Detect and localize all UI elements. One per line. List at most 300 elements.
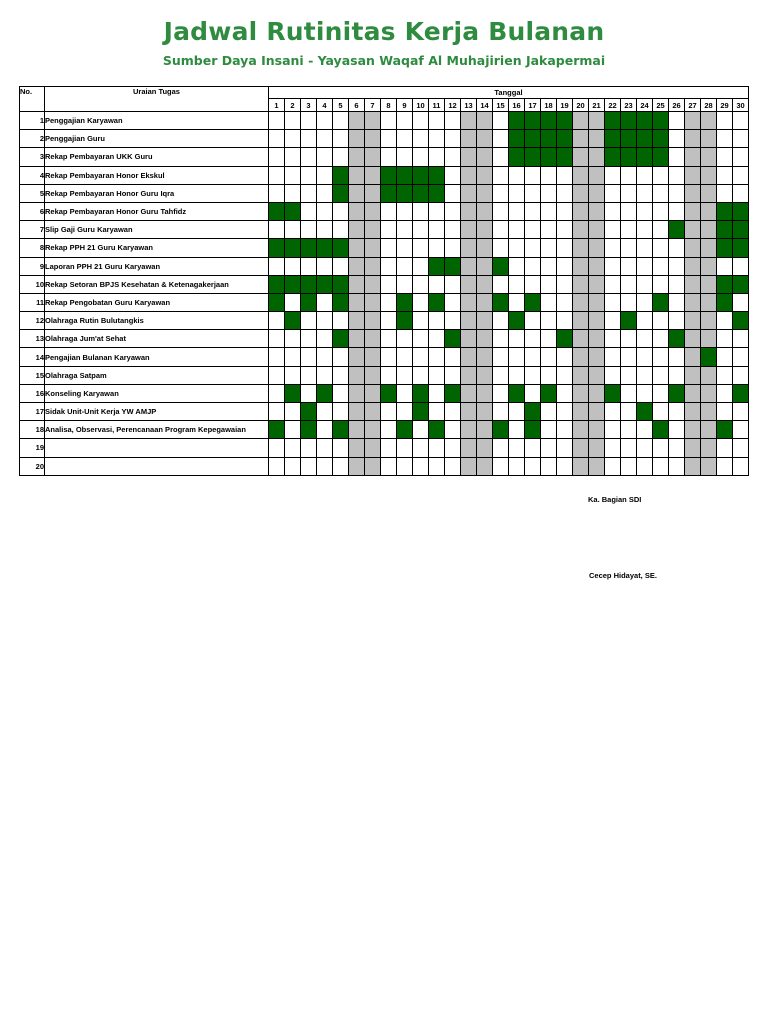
weekend-cell: [477, 130, 493, 148]
day-header-cell: 21: [589, 99, 605, 112]
schedule-cell: [413, 330, 429, 348]
schedule-cell: [333, 312, 349, 330]
weekend-cell: [589, 457, 605, 475]
schedule-cell: [333, 148, 349, 166]
weekend-cell: [349, 366, 365, 384]
schedule-cell: [429, 457, 445, 475]
no-column-header: No.: [20, 87, 45, 112]
weekend-cell: [589, 130, 605, 148]
weekend-cell: [365, 293, 381, 311]
schedule-cell: [285, 148, 301, 166]
scheduled-cell: [557, 148, 573, 166]
schedule-cell: [717, 439, 733, 457]
scheduled-cell: [621, 148, 637, 166]
scheduled-cell: [301, 239, 317, 257]
schedule-cell: [493, 202, 509, 220]
weekend-cell: [477, 421, 493, 439]
schedule-cell: [285, 330, 301, 348]
schedule-cell: [429, 330, 445, 348]
task-description: Olahraga Jum'at Sehat: [45, 330, 269, 348]
scheduled-cell: [381, 184, 397, 202]
schedule-cell: [653, 312, 669, 330]
scheduled-cell: [317, 239, 333, 257]
schedule-cell: [317, 166, 333, 184]
weekend-cell: [685, 275, 701, 293]
scheduled-cell: [445, 384, 461, 402]
scheduled-cell: [621, 130, 637, 148]
schedule-cell: [525, 184, 541, 202]
row-number: 18: [20, 421, 45, 439]
weekend-cell: [701, 439, 717, 457]
schedule-cell: [429, 202, 445, 220]
schedule-cell: [621, 421, 637, 439]
weekend-cell: [365, 312, 381, 330]
weekend-cell: [349, 275, 365, 293]
schedule-cell: [669, 130, 685, 148]
schedule-cell: [445, 221, 461, 239]
schedule-cell: [397, 130, 413, 148]
task-description: Pengajian Bulanan Karyawan: [45, 348, 269, 366]
weekend-cell: [589, 239, 605, 257]
table-row: [20, 384, 749, 402]
schedule-cell: [637, 366, 653, 384]
scheduled-cell: [637, 403, 653, 421]
schedule-cell: [333, 130, 349, 148]
row-number: 15: [20, 366, 45, 384]
schedule-cell: [605, 239, 621, 257]
schedule-cell: [509, 257, 525, 275]
schedule-cell: [733, 293, 749, 311]
weekend-cell: [701, 239, 717, 257]
schedule-cell: [285, 112, 301, 130]
scheduled-cell: [381, 166, 397, 184]
weekend-cell: [573, 275, 589, 293]
task-description: Rekap Pembayaran UKK Guru: [45, 148, 269, 166]
schedule-cell: [733, 439, 749, 457]
schedule-cell: [269, 166, 285, 184]
weekend-cell: [589, 148, 605, 166]
weekend-cell: [365, 384, 381, 402]
weekend-cell: [685, 112, 701, 130]
schedule-cell: [557, 257, 573, 275]
weekend-cell: [349, 239, 365, 257]
schedule-cell: [525, 275, 541, 293]
day-header-cell: 25: [653, 99, 669, 112]
scheduled-cell: [717, 293, 733, 311]
weekend-cell: [685, 457, 701, 475]
row-number: 19: [20, 439, 45, 457]
scheduled-cell: [333, 330, 349, 348]
weekend-cell: [573, 221, 589, 239]
scheduled-cell: [621, 112, 637, 130]
schedule-cell: [317, 257, 333, 275]
schedule-cell: [285, 421, 301, 439]
table-row: [20, 366, 749, 384]
schedule-cell: [381, 239, 397, 257]
table-row: [20, 166, 749, 184]
schedule-cell: [269, 330, 285, 348]
table-row: [20, 112, 749, 130]
weekend-cell: [573, 384, 589, 402]
schedule-cell: [541, 257, 557, 275]
schedule-cell: [333, 257, 349, 275]
weekend-cell: [685, 202, 701, 220]
schedule-cell: [445, 202, 461, 220]
schedule-cell: [445, 166, 461, 184]
schedule-cell: [733, 457, 749, 475]
schedule-cell: [445, 112, 461, 130]
weekend-cell: [685, 439, 701, 457]
task-description: Analisa, Observasi, Perencanaan Program Kepegawaian: [45, 421, 269, 439]
schedule-cell: [413, 421, 429, 439]
schedule-cell: [669, 257, 685, 275]
schedule-cell: [509, 239, 525, 257]
schedule-cell: [621, 348, 637, 366]
day-header-cell: 13: [461, 99, 477, 112]
weekend-cell: [365, 166, 381, 184]
weekend-cell: [573, 239, 589, 257]
schedule-cell: [317, 130, 333, 148]
schedule-cell: [285, 293, 301, 311]
schedule-cell: [429, 312, 445, 330]
row-number: 20: [20, 457, 45, 475]
schedule-cell: [381, 421, 397, 439]
scheduled-cell: [733, 312, 749, 330]
scheduled-cell: [285, 239, 301, 257]
schedule-cell: [317, 421, 333, 439]
schedule-cell: [301, 221, 317, 239]
schedule-cell: [269, 257, 285, 275]
schedule-cell: [557, 202, 573, 220]
weekend-cell: [685, 239, 701, 257]
table-row: [20, 148, 749, 166]
schedule-cell: [669, 275, 685, 293]
schedule-cell: [637, 348, 653, 366]
schedule-cell: [397, 457, 413, 475]
header-row-top: [20, 87, 749, 99]
weekend-cell: [477, 112, 493, 130]
weekend-cell: [477, 275, 493, 293]
scheduled-cell: [413, 166, 429, 184]
schedule-cell: [413, 239, 429, 257]
schedule-cell: [653, 221, 669, 239]
schedule-cell: [493, 312, 509, 330]
schedule-cell: [493, 403, 509, 421]
weekend-cell: [477, 312, 493, 330]
weekend-cell: [461, 439, 477, 457]
schedule-cell: [429, 384, 445, 402]
schedule-cell: [493, 275, 509, 293]
weekend-cell: [477, 457, 493, 475]
schedule-cell: [605, 330, 621, 348]
schedule-cell: [557, 239, 573, 257]
schedule-cell: [557, 439, 573, 457]
schedule-cell: [717, 366, 733, 384]
schedule-cell: [269, 403, 285, 421]
weekend-cell: [685, 148, 701, 166]
weekend-cell: [701, 384, 717, 402]
schedule-cell: [285, 221, 301, 239]
schedule-cell: [397, 112, 413, 130]
schedule-cell: [285, 257, 301, 275]
weekend-cell: [685, 221, 701, 239]
schedule-cell: [445, 421, 461, 439]
schedule-cell: [733, 148, 749, 166]
schedule-cell: [301, 330, 317, 348]
schedule-cell: [397, 221, 413, 239]
schedule-cell: [605, 221, 621, 239]
schedule-cell: [525, 366, 541, 384]
table-row: [20, 239, 749, 257]
weekend-cell: [365, 202, 381, 220]
weekend-cell: [573, 439, 589, 457]
scheduled-cell: [605, 384, 621, 402]
scheduled-cell: [541, 384, 557, 402]
weekend-cell: [589, 384, 605, 402]
schedule-cell: [317, 330, 333, 348]
schedule-cell: [541, 184, 557, 202]
scheduled-cell: [285, 384, 301, 402]
task-description: Rekap Pengobatan Guru Karyawan: [45, 293, 269, 311]
weekend-cell: [701, 130, 717, 148]
schedule-cell: [381, 439, 397, 457]
schedule-cell: [381, 457, 397, 475]
schedule-cell: [413, 257, 429, 275]
schedule-cell: [333, 202, 349, 220]
schedule-cell: [541, 293, 557, 311]
weekend-cell: [573, 312, 589, 330]
schedule-cell: [413, 457, 429, 475]
table-row: [20, 421, 749, 439]
day-header-cell: 5: [333, 99, 349, 112]
schedule-cell: [285, 130, 301, 148]
scheduled-cell: [333, 293, 349, 311]
schedule-cell: [493, 384, 509, 402]
table-row: [20, 130, 749, 148]
table-row: [20, 293, 749, 311]
schedule-cell: [445, 293, 461, 311]
schedule-cell: [429, 130, 445, 148]
table-row: [20, 439, 749, 457]
schedule-cell: [397, 439, 413, 457]
weekend-cell: [589, 112, 605, 130]
day-header-cell: 24: [637, 99, 653, 112]
schedule-cell: [429, 148, 445, 166]
weekend-cell: [701, 148, 717, 166]
schedule-cell: [637, 239, 653, 257]
schedule-cell: [317, 148, 333, 166]
schedule-cell: [637, 275, 653, 293]
weekend-cell: [349, 293, 365, 311]
schedule-cell: [301, 348, 317, 366]
weekend-cell: [573, 403, 589, 421]
row-number: 16: [20, 384, 45, 402]
schedule-cell: [269, 439, 285, 457]
weekend-cell: [573, 166, 589, 184]
schedule-cell: [669, 403, 685, 421]
weekend-cell: [477, 184, 493, 202]
schedule-cell: [285, 403, 301, 421]
schedule-cell: [381, 403, 397, 421]
schedule-cell: [445, 184, 461, 202]
schedule-cell: [669, 148, 685, 166]
schedule-cell: [301, 112, 317, 130]
scheduled-cell: [317, 384, 333, 402]
schedule-cell: [717, 312, 733, 330]
day-header-cell: 9: [397, 99, 413, 112]
schedule-cell: [333, 457, 349, 475]
weekend-cell: [365, 112, 381, 130]
schedule-cell: [637, 257, 653, 275]
scheduled-cell: [413, 384, 429, 402]
day-header-cell: 28: [701, 99, 717, 112]
weekend-cell: [461, 202, 477, 220]
weekend-cell: [365, 439, 381, 457]
row-number: 12: [20, 312, 45, 330]
schedule-cell: [285, 439, 301, 457]
schedule-cell: [717, 348, 733, 366]
schedule-cell: [509, 202, 525, 220]
scheduled-cell: [733, 275, 749, 293]
weekend-cell: [685, 293, 701, 311]
schedule-cell: [301, 184, 317, 202]
schedule-cell: [269, 148, 285, 166]
signature-name: Cecep Hidayat, SE.: [589, 571, 657, 580]
schedule-cell: [621, 384, 637, 402]
weekend-cell: [461, 166, 477, 184]
scheduled-cell: [509, 148, 525, 166]
schedule-cell: [301, 312, 317, 330]
weekend-cell: [589, 257, 605, 275]
schedule-cell: [525, 312, 541, 330]
schedule-cell: [285, 184, 301, 202]
scheduled-cell: [717, 239, 733, 257]
schedule-cell: [557, 457, 573, 475]
schedule-cell: [637, 184, 653, 202]
scheduled-cell: [317, 275, 333, 293]
weekend-cell: [365, 403, 381, 421]
schedule-cell: [717, 148, 733, 166]
scheduled-cell: [557, 112, 573, 130]
weekend-cell: [685, 348, 701, 366]
weekend-cell: [365, 275, 381, 293]
day-header-cell: 10: [413, 99, 429, 112]
scheduled-cell: [557, 330, 573, 348]
weekend-cell: [477, 330, 493, 348]
schedule-cell: [605, 312, 621, 330]
weekend-cell: [365, 184, 381, 202]
schedule-cell: [445, 312, 461, 330]
row-number: 2: [20, 130, 45, 148]
schedule-cell: [605, 403, 621, 421]
schedule-cell: [285, 457, 301, 475]
weekend-cell: [349, 166, 365, 184]
weekend-cell: [477, 239, 493, 257]
scheduled-cell: [541, 148, 557, 166]
schedule-cell: [429, 239, 445, 257]
weekend-cell: [685, 130, 701, 148]
schedule-cell: [509, 330, 525, 348]
scheduled-cell: [525, 403, 541, 421]
schedule-cell: [509, 403, 525, 421]
weekend-cell: [461, 366, 477, 384]
weekend-cell: [477, 166, 493, 184]
weekend-cell: [573, 202, 589, 220]
table-row: [20, 403, 749, 421]
scheduled-cell: [333, 275, 349, 293]
schedule-cell: [557, 366, 573, 384]
weekend-cell: [461, 130, 477, 148]
scheduled-cell: [653, 421, 669, 439]
scheduled-cell: [301, 293, 317, 311]
scheduled-cell: [429, 166, 445, 184]
schedule-cell: [605, 184, 621, 202]
weekend-cell: [365, 239, 381, 257]
schedule-cell: [605, 348, 621, 366]
schedule-cell: [429, 439, 445, 457]
schedule-cell: [429, 112, 445, 130]
row-number: 3: [20, 148, 45, 166]
schedule-cell: [733, 366, 749, 384]
day-header-cell: 1: [269, 99, 285, 112]
scheduled-cell: [493, 421, 509, 439]
scheduled-cell: [637, 112, 653, 130]
schedule-cell: [301, 148, 317, 166]
weekend-cell: [589, 275, 605, 293]
schedule-cell: [333, 221, 349, 239]
schedule-cell: [301, 166, 317, 184]
schedule-cell: [541, 403, 557, 421]
day-header-cell: 30: [733, 99, 749, 112]
schedule-cell: [637, 457, 653, 475]
page-subtitle: Sumber Daya Insani - Yayasan Waqaf Al Muhajirien Jakapermai: [162, 53, 606, 68]
row-number: 9: [20, 257, 45, 275]
scheduled-cell: [733, 202, 749, 220]
row-number: 11: [20, 293, 45, 311]
scheduled-cell: [269, 421, 285, 439]
schedule-cell: [493, 221, 509, 239]
scheduled-cell: [717, 275, 733, 293]
weekend-cell: [477, 403, 493, 421]
day-header-cell: 11: [429, 99, 445, 112]
schedule-cell: [669, 366, 685, 384]
schedule-cell: [413, 202, 429, 220]
schedule-cell: [525, 166, 541, 184]
weekend-cell: [685, 184, 701, 202]
page-title: Jadwal Rutinitas Kerja Bulanan: [163, 17, 605, 46]
scheduled-cell: [717, 221, 733, 239]
schedule-cell: [397, 384, 413, 402]
schedule-cell: [733, 130, 749, 148]
weekend-cell: [349, 348, 365, 366]
schedule-cell: [493, 166, 509, 184]
weekend-cell: [461, 221, 477, 239]
schedule-cell: [621, 439, 637, 457]
schedule-cell: [269, 221, 285, 239]
scheduled-cell: [605, 148, 621, 166]
schedule-cell: [509, 457, 525, 475]
weekend-cell: [349, 403, 365, 421]
weekend-cell: [477, 221, 493, 239]
weekend-cell: [701, 184, 717, 202]
schedule-cell: [509, 221, 525, 239]
scheduled-cell: [509, 384, 525, 402]
schedule-cell: [637, 330, 653, 348]
schedule-cell: [557, 221, 573, 239]
task-description: [45, 439, 269, 457]
weekend-cell: [701, 403, 717, 421]
scheduled-cell: [509, 130, 525, 148]
